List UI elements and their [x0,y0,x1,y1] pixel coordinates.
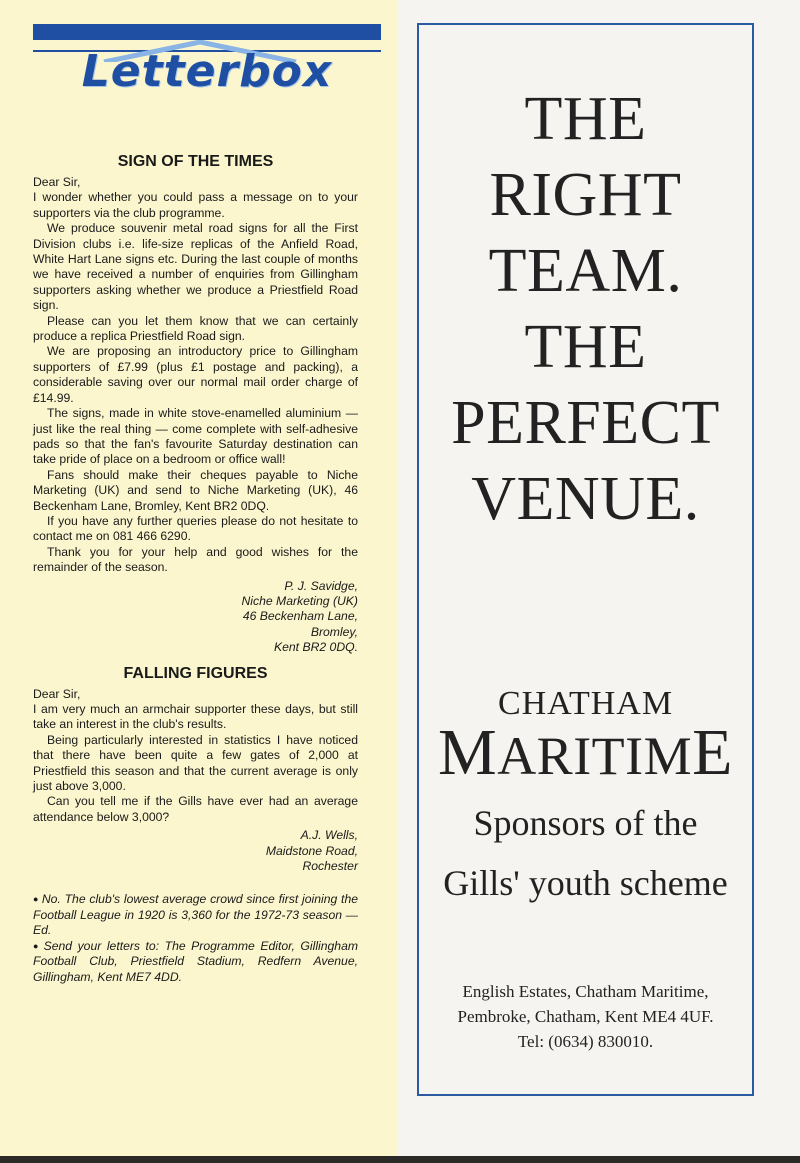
paragraph: Being particularly interested in statistics I have noticed that there have been quite a few gates of 2,000 at Priestfield this season and that the current average is only just above 3,000. [33,732,358,794]
letter-falling-figures [33,664,358,875]
paragraph: Please can you let them know that we can certainly produce a replica Priestfield Road sign. [33,313,358,344]
salutation: Dear Sir, [33,686,81,701]
editor-note [33,892,358,938]
slogan-line: VENUE. [471,465,700,533]
brand-middle: ARITIM [497,726,693,786]
paragraph: Fans should make their cheques payable to Niche Marketing (UK) and send to Niche Marketing (UK), 46 Beckenham Lane, Bromley, Kent BR2 0DQ. [33,467,358,513]
slogan-line: THE [524,85,647,153]
advert-address [419,979,752,1054]
masthead-bar [33,24,381,40]
paragraph: I am very much an armchair supporter these days, but still take an interest in the club's results. [33,702,358,732]
headline: SIGN OF THE TIMES [117,153,274,170]
letter-sign-of-the-times [33,152,358,656]
bullet-icon: ● [33,894,39,905]
signature-line: Bromley, [310,624,358,639]
slogan-line: THE [524,313,647,381]
paragraph: We are proposing an introductory price to Gillingham supporters of £7.99 (plus £1 postage and packing), a considerable saving over our normal mail order charge of £14.99. [33,344,358,405]
letterbox-page [0,0,398,1163]
tagline-line: Sponsors of the [473,803,698,843]
advert-tagline [419,793,752,913]
brand-final: E [692,716,733,789]
slogan-line: RIGHT [489,161,682,229]
salutation: Dear Sir, [33,175,81,189]
note-text: No. The club's lowest average crowd since first joining the Football League in 1920 is 3,360 for the 1972-73 season — Ed. [33,892,358,938]
bullet-icon: ● [33,940,41,951]
masthead-title: Letterbox [81,46,333,97]
advert-slogan [419,81,752,537]
slogan-line: TEAM. [488,237,683,305]
page-edge [0,1156,800,1163]
editor-notes [33,892,358,984]
slogan-line: PERFECT [451,389,720,457]
paragraph: If you have any further queries please do not hesitate to contact me on 081 466 6290. [33,513,358,544]
signature-line: Rochester [302,859,358,874]
editor-note [33,939,358,985]
note-text: Send your letters to: The Programme Editor, Gillingham Football Club, Priestfield Stadium, Redfern Avenue, Gillingham, Kent ME7 4DD. [33,938,359,984]
tagline-line: Gills' youth scheme [443,863,728,903]
brand-initial: M [438,716,498,789]
paragraph: Thank you for your help and good wishes for the remainder of the season. [33,544,358,575]
signature-line: Niche Marketing (UK) [241,593,358,608]
signature-line: Kent BR2 0DQ. [274,640,358,655]
paragraph: We produce souvenir metal road signs for all the First Division clubs i.e. life-size replicas of the Anfield Road, White Hart Lane signs etc. During the last couple of months we have received a number of enquiries from Gillingham supporters asking whether we produce a Priestfield Road sign. [33,221,358,313]
headline: FALLING FIGURES [123,664,268,682]
signature-line: A.J. Wells, [300,828,358,843]
paragraph: I wonder whether you could pass a message on to your supporters via the club programme. [33,190,358,220]
address-line: English Estates, Chatham Maritime, [462,982,709,1001]
address-line: Pembroke, Chatham, Kent ME4 4UF. [457,1007,714,1026]
signature-line: Maidstone Road, [265,843,358,858]
signature [33,579,358,656]
signature-line: 46 Beckenham Lane, [242,609,358,624]
signature [33,828,358,874]
brand-name-main [419,715,752,791]
brand-name-top: CHATHAM [497,685,674,722]
advert-frame [417,23,754,1096]
letters-column [33,152,358,985]
paragraph: Can you tell me if the Gills have ever had an average attendance below 3,000? [33,794,358,824]
paragraph: The signs, made in white stove-enamelled aluminium — just like the real thing — come complete with self-adhesive pads so that the fan's favourite Saturday destination can take pride of place on a bedroom or office wall! [33,406,358,467]
signature-line: P. J. Savidge, [284,578,358,593]
address-line: Tel: (0634) 830010. [517,1032,654,1051]
